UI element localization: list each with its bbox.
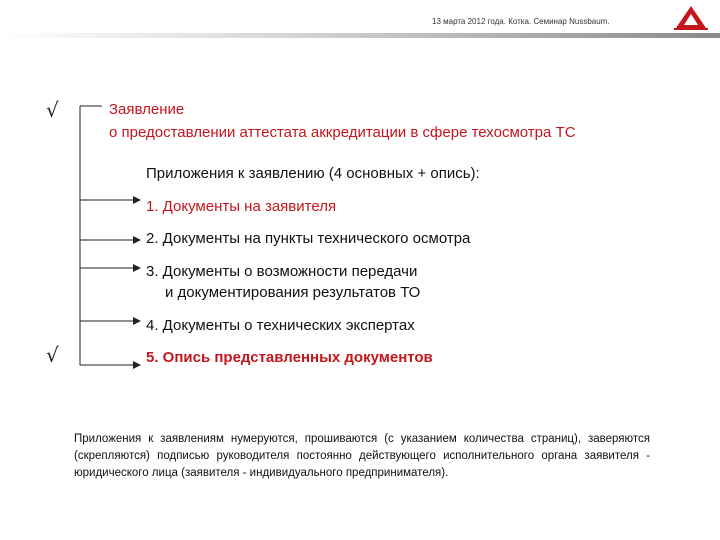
title-line-1: Заявление — [109, 101, 185, 118]
check-mark-icon: √ — [46, 98, 59, 122]
check-mark-icon: √ — [46, 343, 59, 367]
list-item: 1. Документы на заявителя — [146, 198, 337, 215]
list-item: 3. Документы о возможности передачи — [146, 263, 418, 280]
list-item: 5. Опись представленных документов — [146, 349, 433, 366]
list-item: 2. Документы на пункты технического осмотра — [146, 230, 471, 247]
list-item-continuation: и документирования результатов ТО — [165, 284, 421, 301]
title-line-2: о предоставлении аттестата аккредитации в сфере техосмотра ТС — [109, 124, 576, 141]
list-item: 4. Документы о технических экспертах — [146, 317, 415, 334]
header-caption: 13 марта 2012 года. Котка. Семинар Nussbaum. — [432, 17, 610, 26]
attachments-heading: Приложения к заявлению (4 основных + опись): — [146, 165, 480, 182]
note-paragraph: Приложения к заявлениям нумеруются, прошиваются (с указанием количества страниц), заверяются (скрепляются) подписью руководителя постоянно действующего исполнительного органа заявителя - юридического лица (заявителя - индивидуального предпринимателя). — [74, 433, 650, 479]
